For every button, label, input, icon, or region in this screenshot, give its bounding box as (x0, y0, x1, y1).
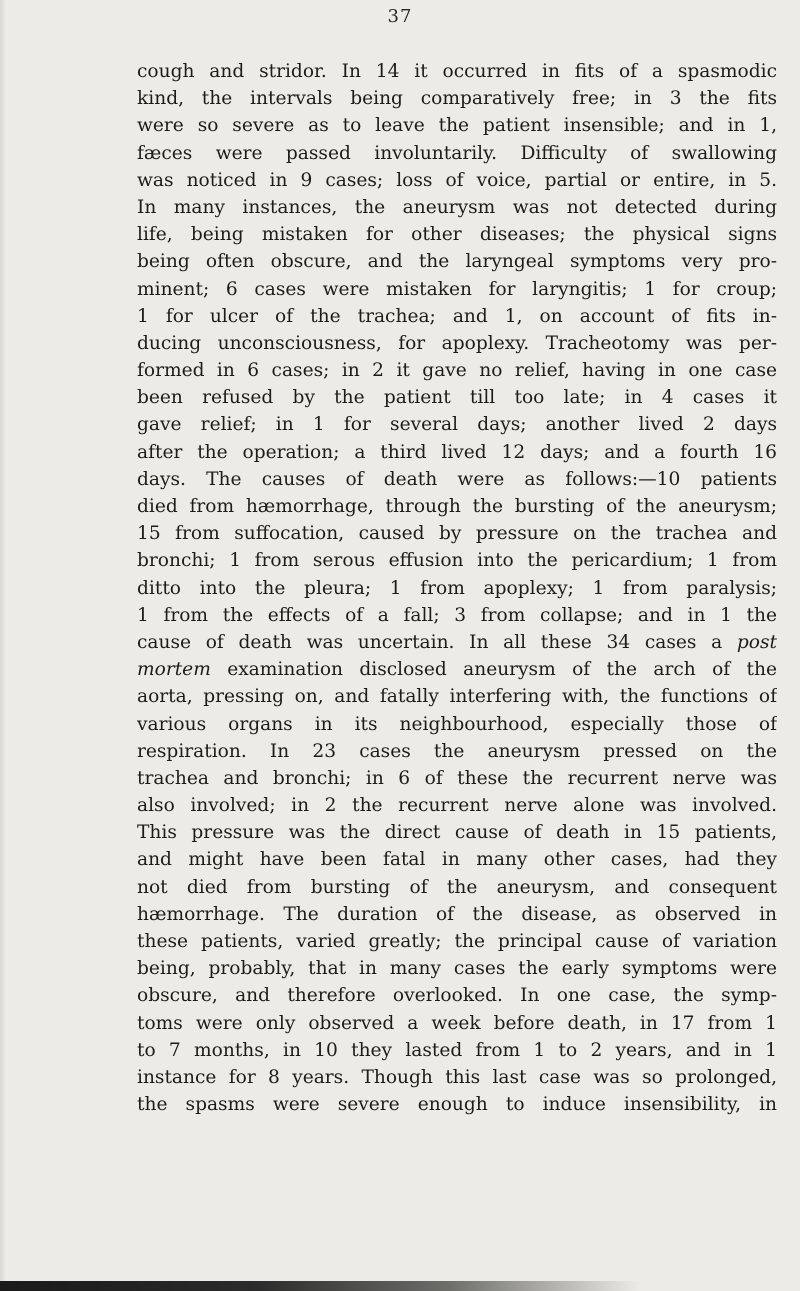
text-line: mortem examination disclosed aneurysm of the arch of the (137, 659, 777, 681)
text-line: aorta, pressing on, and fatally interfering with, the functions of (137, 686, 777, 708)
text-line: was noticed in 9 cases; loss of voice, partial or entire, in 5. (137, 169, 777, 191)
text-line: being, probably, that in many cases the early symptoms were (137, 958, 777, 980)
text-line: This pressure was the direct cause of death in 15 patients, (137, 822, 777, 844)
text-line: instance for 8 years. Though this last case was so prolonged, (137, 1066, 777, 1088)
text-line: various organs in its neighbourhood, especially those of (137, 713, 777, 735)
page-number: 37 (387, 6, 413, 27)
text-line: being often obscure, and the laryngeal symptoms very pro- (137, 251, 777, 273)
text-line: the spasms were severe enough to induce insensibility, in (137, 1094, 777, 1116)
text-line: toms were only observed a week before death, in 17 from 1 (137, 1012, 777, 1034)
text-line: were so severe as to leave the patient insensible; and in 1, (137, 115, 777, 137)
text-line: formed in 6 cases; in 2 it gave no relief, having in one case (137, 360, 777, 382)
text-line: 1 from the effects of a fall; 3 from collapse; and in 1 the (137, 604, 777, 626)
text-line: also involved; in 2 the recurrent nerve alone was involved. (137, 795, 777, 817)
text-line: life, being mistaken for other diseases; the physical signs (137, 224, 777, 246)
text-line: 1 for ulcer of the trachea; and 1, on account of fits in- (137, 305, 777, 327)
text-line: after the operation; a third lived 12 days; and a fourth 16 (137, 441, 777, 463)
text-line: kind, the intervals being comparatively free; in 3 the fits (137, 88, 777, 110)
body-text (137, 58, 777, 1118)
text-line: not died from bursting of the aneurysm, and consequent (137, 876, 777, 898)
text-line: bronchi; 1 from serous effusion into the pericardium; 1 from (137, 550, 777, 572)
text-line: obscure, and therefore overlooked. In one case, the symp- (137, 985, 777, 1007)
text-line: minent; 6 cases were mistaken for laryngitis; 1 for croup; (137, 278, 777, 300)
text-line: 15 from suffocation, caused by pressure on the trachea and (137, 523, 777, 545)
text-line: cause of death was uncertain. In all these 34 cases a post (137, 631, 777, 653)
text-line: ditto into the pleura; 1 from apoplexy; 1 from paralysis; (137, 577, 777, 599)
text-line: to 7 months, in 10 they lasted from 1 to 2 years, and in 1 (137, 1039, 777, 1061)
text-line: respiration. In 23 cases the aneurysm pressed on the (137, 740, 777, 762)
text-line: hæmorrhage. The duration of the disease, as observed in (137, 903, 777, 925)
text-line: trachea and bronchi; in 6 of these the recurrent nerve was (137, 767, 777, 789)
text-line: cough and stridor. In 14 it occurred in fits of a spasmodic (137, 61, 777, 82)
page-gutter-shadow (0, 0, 6, 1291)
text-line: fæces were passed involuntarily. Difficulty of swallowing (137, 142, 777, 164)
text-line: these patients, varied greatly; the principal cause of variation (137, 931, 777, 952)
text-line: gave relief; in 1 for several days; another lived 2 days (137, 414, 777, 436)
text-line: been refused by the patient till too late; in 4 cases it (137, 387, 777, 409)
text-line: and might have been fatal in many other cases, had they (137, 849, 777, 871)
text-line: In many instances, the aneurysm was not detected during (137, 196, 777, 218)
text-line: died from hæmorrhage, through the bursting of the aneurysm; (137, 496, 777, 517)
text-line: days. The causes of death were as follows:—10 patients (137, 468, 777, 490)
page-bottom-edge (0, 1281, 640, 1291)
text-line: ducing unconsciousness, for apoplexy. Tracheotomy was per- (137, 332, 777, 354)
